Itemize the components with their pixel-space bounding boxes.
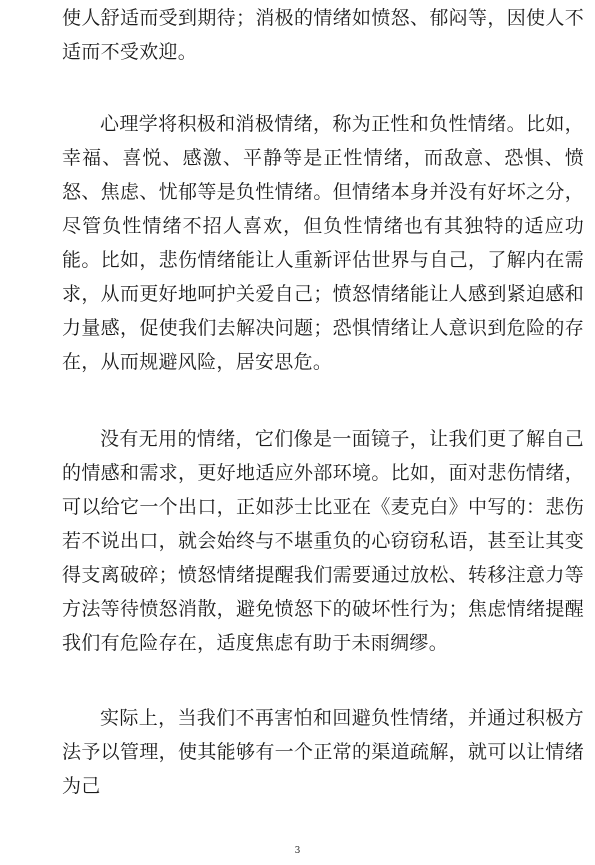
paragraph-managing-emotions: 实际上，当我们不再害怕和回避负性情绪，并通过积极方法予以管理，使其能够有一个正常的渠道疏解，就可以让情绪为己 (62, 707, 584, 797)
paragraph-positive-negative-emotions: 心理学将积极和消极情绪，称为正性和负性情绪。比如，幸福、喜悦、感激、平静等是正性情绪，而敌意、恐惧、愤怒、焦虑、忧郁等是负性情绪。但情绪本身并没有好坏之分，尽管负性情绪不招人喜欢，但负性情绪也有其独特的适应功能。比如，悲伤情绪能让人重新评估世界与自己，了解内在需求，从而更好地呵护关爱自己；愤怒情绪能让人感到紧迫感和力量感，促使我们去解决问题；恐惧情绪让人意识到危险的存在，从而规避风险，居安思危。 (62, 113, 584, 373)
page-number: 3 (294, 846, 301, 856)
paragraph-no-useless-emotions: 没有无用的情绪，它们像是一面镜子，让我们更了解自己的情感和需求，更好地适应外部环境。比如，面对悲伤情绪，可以给它一个出口，正如莎士比亚在《麦克白》中写的：悲伤若不说出口，就会始终与不堪重负的心窃窃私语，甚至让其变得支离破碎；愤怒情绪提醒我们需要通过放松、转移注意力等方法等待愤怒消散，避免愤怒下的破坏性行为；焦虑情绪提醒我们有危险存在，适度焦虑有助于未雨绸缪。 (62, 428, 584, 654)
paragraph-continuation: 使人舒适而受到期待；消极的情绪如愤怒、郁闷等，因使人不适而不受欢迎。 (62, 7, 584, 63)
